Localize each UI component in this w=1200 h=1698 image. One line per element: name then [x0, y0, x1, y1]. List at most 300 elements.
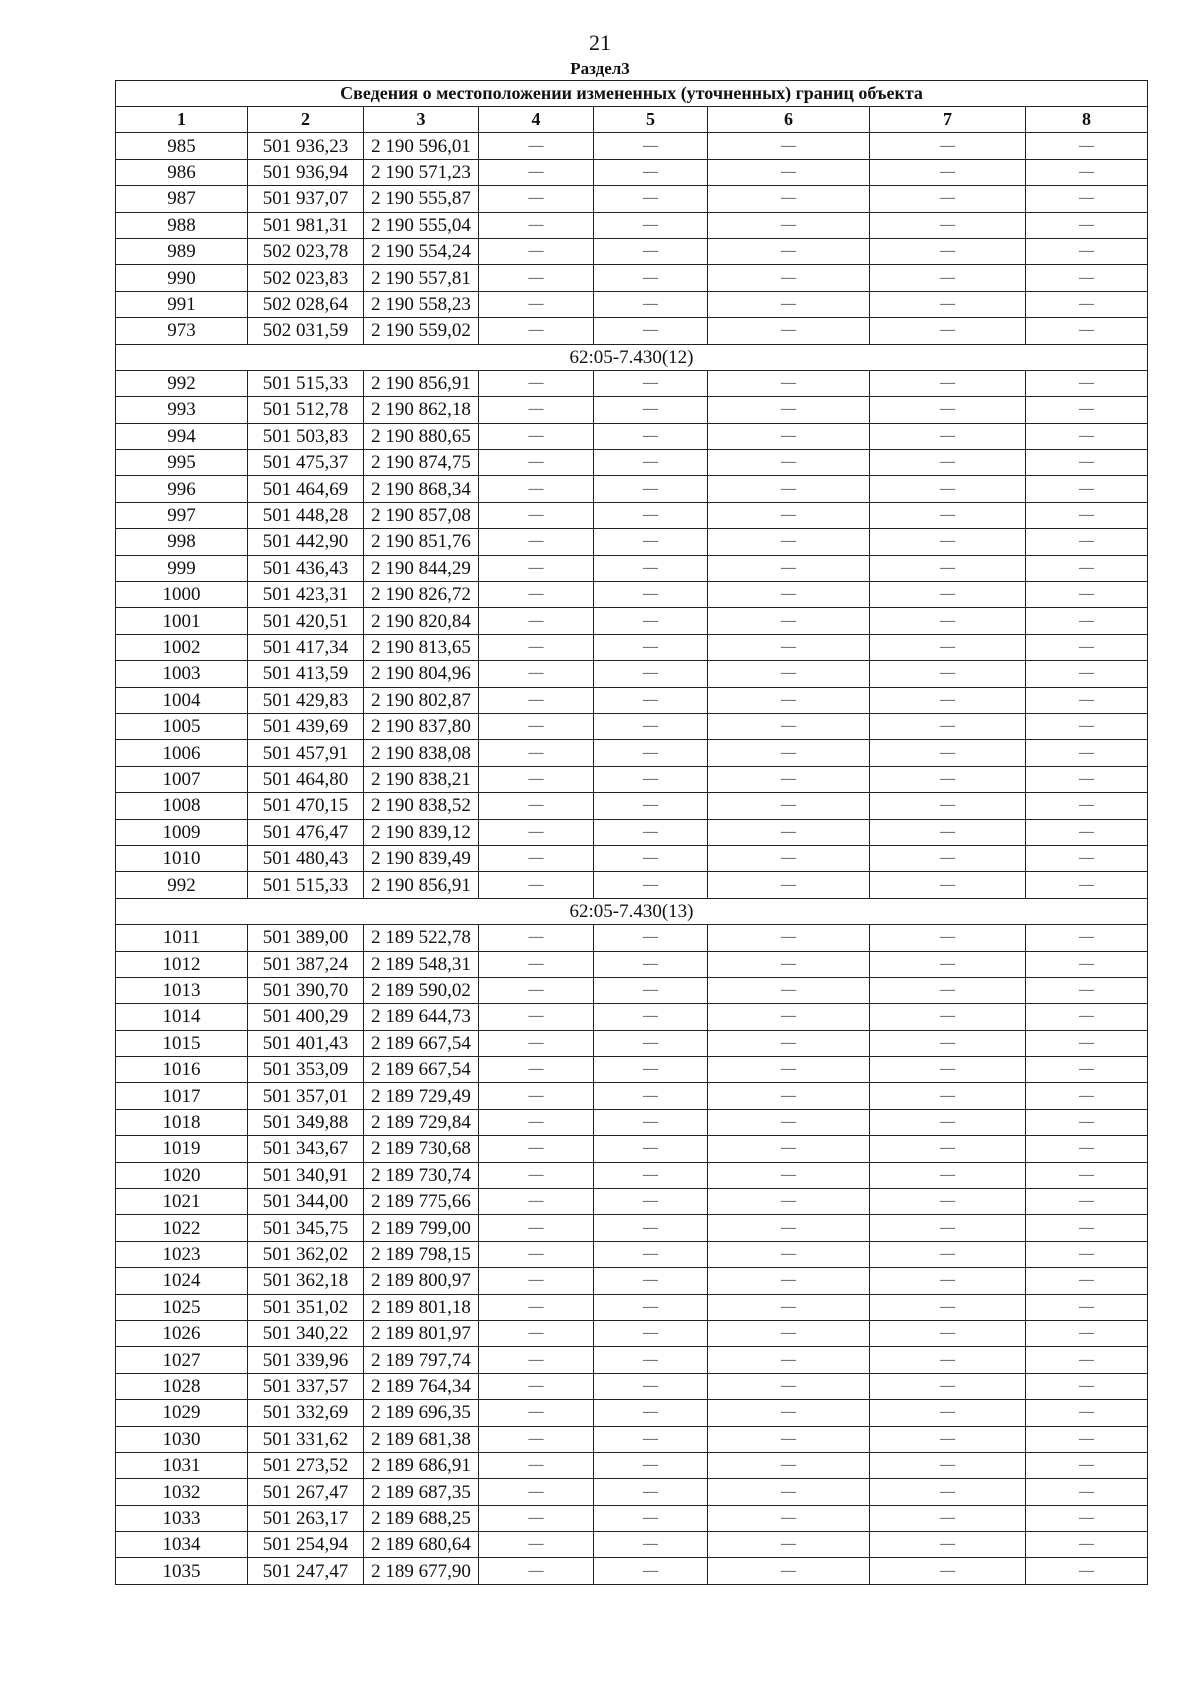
table-body	[116, 133, 1148, 1584]
empty-value-dash: —	[479, 1030, 594, 1056]
empty-value-dash: —	[708, 1189, 870, 1215]
column-header-7: 7	[870, 107, 1026, 133]
empty-value-dash: —	[870, 423, 1026, 449]
empty-value-dash: —	[708, 1241, 870, 1267]
empty-value-dash: —	[594, 1373, 708, 1399]
empty-value-dash: —	[594, 1532, 708, 1558]
empty-value-dash: —	[870, 1532, 1026, 1558]
point-number-cell: 987	[116, 186, 248, 212]
point-number-cell: 996	[116, 476, 248, 502]
empty-value-dash: —	[870, 1268, 1026, 1294]
empty-value-dash: —	[1026, 1426, 1148, 1452]
y-coordinate-cell: 2 189 644,73	[364, 1004, 479, 1030]
point-number-cell: 1021	[116, 1189, 248, 1215]
x-coordinate-cell: 501 254,94	[248, 1532, 364, 1558]
empty-value-dash: —	[479, 159, 594, 185]
empty-value-dash: —	[594, 951, 708, 977]
empty-value-dash: —	[708, 845, 870, 871]
empty-value-dash: —	[479, 370, 594, 396]
x-coordinate-cell: 501 515,33	[248, 872, 364, 898]
empty-value-dash: —	[870, 1426, 1026, 1452]
empty-value-dash: —	[479, 1215, 594, 1241]
empty-value-dash: —	[594, 977, 708, 1003]
y-coordinate-cell: 2 190 802,87	[364, 687, 479, 713]
empty-value-dash: —	[594, 1347, 708, 1373]
table-row	[116, 1162, 1148, 1188]
y-coordinate-cell: 2 189 667,54	[364, 1030, 479, 1056]
empty-value-dash: —	[594, 291, 708, 317]
x-coordinate-cell: 501 423,31	[248, 582, 364, 608]
point-number-cell: 995	[116, 450, 248, 476]
x-coordinate-cell: 501 413,59	[248, 661, 364, 687]
empty-value-dash: —	[1026, 1479, 1148, 1505]
table-row	[116, 318, 1148, 344]
empty-value-dash: —	[479, 529, 594, 555]
empty-value-dash: —	[1026, 1505, 1148, 1531]
empty-value-dash: —	[1026, 318, 1148, 344]
table-row	[116, 1109, 1148, 1135]
empty-value-dash: —	[708, 1030, 870, 1056]
table-row	[116, 1532, 1148, 1558]
empty-value-dash: —	[708, 1057, 870, 1083]
x-coordinate-cell: 501 429,83	[248, 687, 364, 713]
x-coordinate-cell: 501 340,91	[248, 1162, 364, 1188]
point-number-cell: 1014	[116, 1004, 248, 1030]
empty-value-dash: —	[594, 608, 708, 634]
empty-value-dash: —	[594, 793, 708, 819]
empty-value-dash: —	[870, 212, 1026, 238]
table-row	[116, 872, 1148, 898]
table-row	[116, 1558, 1148, 1584]
empty-value-dash: —	[479, 318, 594, 344]
empty-value-dash: —	[1026, 634, 1148, 660]
x-coordinate-cell: 501 332,69	[248, 1400, 364, 1426]
empty-value-dash: —	[479, 423, 594, 449]
empty-value-dash: —	[1026, 687, 1148, 713]
point-number-cell: 1016	[116, 1057, 248, 1083]
x-coordinate-cell: 502 023,78	[248, 238, 364, 264]
y-coordinate-cell: 2 190 826,72	[364, 582, 479, 608]
empty-value-dash: —	[1026, 370, 1148, 396]
empty-value-dash: —	[594, 1057, 708, 1083]
empty-value-dash: —	[479, 925, 594, 951]
empty-value-dash: —	[870, 318, 1026, 344]
x-coordinate-cell: 502 023,83	[248, 265, 364, 291]
y-coordinate-cell: 2 189 548,31	[364, 951, 479, 977]
empty-value-dash: —	[479, 1268, 594, 1294]
empty-value-dash: —	[1026, 159, 1148, 185]
empty-value-dash: —	[1026, 450, 1148, 476]
empty-value-dash: —	[479, 450, 594, 476]
empty-value-dash: —	[594, 1400, 708, 1426]
point-number-cell: 989	[116, 238, 248, 264]
y-coordinate-cell: 2 189 729,49	[364, 1083, 479, 1109]
empty-value-dash: —	[1026, 713, 1148, 739]
table-row	[116, 1083, 1148, 1109]
x-coordinate-cell: 501 337,57	[248, 1373, 364, 1399]
empty-value-dash: —	[1026, 397, 1148, 423]
empty-value-dash: —	[479, 238, 594, 264]
empty-value-dash: —	[708, 1373, 870, 1399]
x-coordinate-cell: 501 387,24	[248, 951, 364, 977]
y-coordinate-cell: 2 190 554,24	[364, 238, 479, 264]
empty-value-dash: —	[708, 634, 870, 660]
table-row	[116, 159, 1148, 185]
y-coordinate-cell: 2 190 804,96	[364, 661, 479, 687]
empty-value-dash: —	[870, 1320, 1026, 1346]
empty-value-dash: —	[870, 397, 1026, 423]
empty-value-dash: —	[870, 1215, 1026, 1241]
table-row	[116, 1189, 1148, 1215]
empty-value-dash: —	[479, 582, 594, 608]
x-coordinate-cell: 502 028,64	[248, 291, 364, 317]
empty-value-dash: —	[870, 529, 1026, 555]
empty-value-dash: —	[870, 582, 1026, 608]
empty-value-dash: —	[1026, 1558, 1148, 1584]
empty-value-dash: —	[870, 1373, 1026, 1399]
y-coordinate-cell: 2 190 838,21	[364, 766, 479, 792]
table-row	[116, 291, 1148, 317]
empty-value-dash: —	[594, 450, 708, 476]
x-coordinate-cell: 501 351,02	[248, 1294, 364, 1320]
table-row	[116, 925, 1148, 951]
empty-value-dash: —	[870, 977, 1026, 1003]
y-coordinate-cell: 2 189 730,74	[364, 1162, 479, 1188]
empty-value-dash: —	[708, 1347, 870, 1373]
y-coordinate-cell: 2 189 667,54	[364, 1057, 479, 1083]
empty-value-dash: —	[708, 1215, 870, 1241]
empty-value-dash: —	[594, 1004, 708, 1030]
group-label-row	[116, 898, 1148, 924]
empty-value-dash: —	[479, 1189, 594, 1215]
y-coordinate-cell: 2 190 851,76	[364, 529, 479, 555]
y-coordinate-cell: 2 190 880,65	[364, 423, 479, 449]
point-number-cell: 1004	[116, 687, 248, 713]
table-row	[116, 1215, 1148, 1241]
empty-value-dash: —	[594, 529, 708, 555]
empty-value-dash: —	[870, 713, 1026, 739]
empty-value-dash: —	[870, 1030, 1026, 1056]
point-number-cell: 1008	[116, 793, 248, 819]
y-coordinate-cell: 2 190 559,02	[364, 318, 479, 344]
x-coordinate-cell: 501 400,29	[248, 1004, 364, 1030]
y-coordinate-cell: 2 190 555,87	[364, 186, 479, 212]
empty-value-dash: —	[594, 212, 708, 238]
x-coordinate-cell: 501 267,47	[248, 1479, 364, 1505]
empty-value-dash: —	[479, 1294, 594, 1320]
y-coordinate-cell: 2 190 838,52	[364, 793, 479, 819]
empty-value-dash: —	[1026, 766, 1148, 792]
x-coordinate-cell: 501 331,62	[248, 1426, 364, 1452]
point-number-cell: 992	[116, 872, 248, 898]
empty-value-dash: —	[708, 819, 870, 845]
y-coordinate-cell: 2 190 857,08	[364, 502, 479, 528]
point-number-cell: 985	[116, 133, 248, 159]
empty-value-dash: —	[708, 661, 870, 687]
y-coordinate-cell: 2 190 555,04	[364, 212, 479, 238]
column-number-row	[116, 107, 1148, 133]
empty-value-dash: —	[479, 1532, 594, 1558]
x-coordinate-cell: 501 362,18	[248, 1268, 364, 1294]
empty-value-dash: —	[708, 1083, 870, 1109]
empty-value-dash: —	[870, 476, 1026, 502]
empty-value-dash: —	[479, 476, 594, 502]
table-row	[116, 186, 1148, 212]
empty-value-dash: —	[479, 1426, 594, 1452]
table-row	[116, 450, 1148, 476]
point-number-cell: 1015	[116, 1030, 248, 1056]
empty-value-dash: —	[870, 1004, 1026, 1030]
empty-value-dash: —	[870, 1347, 1026, 1373]
x-coordinate-cell: 501 247,47	[248, 1558, 364, 1584]
empty-value-dash: —	[708, 740, 870, 766]
empty-value-dash: —	[479, 634, 594, 660]
y-coordinate-cell: 2 189 764,34	[364, 1373, 479, 1399]
x-coordinate-cell: 501 475,37	[248, 450, 364, 476]
table-row	[116, 1136, 1148, 1162]
table-row	[116, 661, 1148, 687]
empty-value-dash: —	[1026, 793, 1148, 819]
empty-value-dash: —	[594, 1136, 708, 1162]
y-coordinate-cell: 2 190 596,01	[364, 133, 479, 159]
empty-value-dash: —	[479, 766, 594, 792]
empty-value-dash: —	[708, 1320, 870, 1346]
empty-value-dash: —	[594, 740, 708, 766]
empty-value-dash: —	[708, 608, 870, 634]
x-coordinate-cell: 501 515,33	[248, 370, 364, 396]
empty-value-dash: —	[1026, 925, 1148, 951]
point-number-cell: 1010	[116, 845, 248, 871]
empty-value-dash: —	[594, 1241, 708, 1267]
table-row	[116, 1479, 1148, 1505]
empty-value-dash: —	[479, 1452, 594, 1478]
x-coordinate-cell: 501 439,69	[248, 713, 364, 739]
empty-value-dash: —	[1026, 1400, 1148, 1426]
point-number-cell: 997	[116, 502, 248, 528]
y-coordinate-cell: 2 189 729,84	[364, 1109, 479, 1135]
y-coordinate-cell: 2 190 874,75	[364, 450, 479, 476]
empty-value-dash: —	[708, 1479, 870, 1505]
y-coordinate-cell: 2 189 677,90	[364, 1558, 479, 1584]
empty-value-dash: —	[870, 1057, 1026, 1083]
point-number-cell: 1034	[116, 1532, 248, 1558]
table-row	[116, 212, 1148, 238]
y-coordinate-cell: 2 190 571,23	[364, 159, 479, 185]
empty-value-dash: —	[708, 159, 870, 185]
empty-value-dash: —	[870, 1083, 1026, 1109]
empty-value-dash: —	[1026, 1162, 1148, 1188]
y-coordinate-cell: 2 189 688,25	[364, 1505, 479, 1531]
point-number-cell: 1031	[116, 1452, 248, 1478]
x-coordinate-cell: 501 343,67	[248, 1136, 364, 1162]
empty-value-dash: —	[479, 819, 594, 845]
empty-value-dash: —	[479, 1479, 594, 1505]
empty-value-dash: —	[708, 1400, 870, 1426]
x-coordinate-cell: 501 512,78	[248, 397, 364, 423]
point-number-cell: 988	[116, 212, 248, 238]
x-coordinate-cell: 501 362,02	[248, 1241, 364, 1267]
empty-value-dash: —	[1026, 1347, 1148, 1373]
empty-value-dash: —	[594, 1189, 708, 1215]
empty-value-dash: —	[1026, 1189, 1148, 1215]
empty-value-dash: —	[870, 1136, 1026, 1162]
y-coordinate-cell: 2 190 868,34	[364, 476, 479, 502]
y-coordinate-cell: 2 189 681,38	[364, 1426, 479, 1452]
empty-value-dash: —	[479, 291, 594, 317]
table-row	[116, 1320, 1148, 1346]
empty-value-dash: —	[479, 397, 594, 423]
empty-value-dash: —	[479, 793, 594, 819]
caption-row	[116, 81, 1148, 107]
empty-value-dash: —	[708, 370, 870, 396]
empty-value-dash: —	[594, 766, 708, 792]
empty-value-dash: —	[870, 766, 1026, 792]
empty-value-dash: —	[870, 793, 1026, 819]
x-coordinate-cell: 501 349,88	[248, 1109, 364, 1135]
table-row	[116, 766, 1148, 792]
empty-value-dash: —	[870, 265, 1026, 291]
y-coordinate-cell: 2 189 797,74	[364, 1347, 479, 1373]
empty-value-dash: —	[708, 872, 870, 898]
y-coordinate-cell: 2 189 775,66	[364, 1189, 479, 1215]
empty-value-dash: —	[1026, 951, 1148, 977]
table-row	[116, 1030, 1148, 1056]
x-coordinate-cell: 501 464,69	[248, 476, 364, 502]
empty-value-dash: —	[594, 1268, 708, 1294]
empty-value-dash: —	[1026, 740, 1148, 766]
x-coordinate-cell: 501 420,51	[248, 608, 364, 634]
table-row	[116, 529, 1148, 555]
column-header-1: 1	[116, 107, 248, 133]
empty-value-dash: —	[708, 265, 870, 291]
point-number-cell: 990	[116, 265, 248, 291]
empty-value-dash: —	[479, 1320, 594, 1346]
empty-value-dash: —	[1026, 819, 1148, 845]
empty-value-dash: —	[594, 819, 708, 845]
empty-value-dash: —	[1026, 1294, 1148, 1320]
empty-value-dash: —	[870, 661, 1026, 687]
empty-value-dash: —	[708, 1268, 870, 1294]
point-number-cell: 1020	[116, 1162, 248, 1188]
empty-value-dash: —	[708, 582, 870, 608]
empty-value-dash: —	[594, 397, 708, 423]
empty-value-dash: —	[1026, 845, 1148, 871]
x-coordinate-cell: 501 480,43	[248, 845, 364, 871]
y-coordinate-cell: 2 189 686,91	[364, 1452, 479, 1478]
empty-value-dash: —	[594, 687, 708, 713]
table-row	[116, 1373, 1148, 1399]
point-number-cell: 1018	[116, 1109, 248, 1135]
empty-value-dash: —	[708, 713, 870, 739]
empty-value-dash: —	[479, 687, 594, 713]
point-number-cell: 1030	[116, 1426, 248, 1452]
empty-value-dash: —	[708, 318, 870, 344]
empty-value-dash: —	[870, 845, 1026, 871]
table-row	[116, 634, 1148, 660]
empty-value-dash: —	[594, 423, 708, 449]
empty-value-dash: —	[1026, 1109, 1148, 1135]
x-coordinate-cell: 501 448,28	[248, 502, 364, 528]
point-number-cell: 1007	[116, 766, 248, 792]
boundary-coordinates-table	[115, 80, 1148, 1585]
empty-value-dash: —	[870, 238, 1026, 264]
point-number-cell: 1011	[116, 925, 248, 951]
table-row	[116, 1057, 1148, 1083]
y-coordinate-cell: 2 189 800,97	[364, 1268, 479, 1294]
empty-value-dash: —	[870, 450, 1026, 476]
empty-value-dash: —	[1026, 608, 1148, 634]
group-label: 62:05-7.430(12)	[116, 344, 1148, 370]
empty-value-dash: —	[870, 687, 1026, 713]
empty-value-dash: —	[479, 1373, 594, 1399]
table-row	[116, 502, 1148, 528]
empty-value-dash: —	[479, 1004, 594, 1030]
empty-value-dash: —	[594, 238, 708, 264]
empty-value-dash: —	[1026, 1452, 1148, 1478]
table-row	[116, 1505, 1148, 1531]
table-row	[116, 555, 1148, 581]
section-title: Раздел3	[570, 59, 630, 78]
column-header-6: 6	[708, 107, 870, 133]
empty-value-dash: —	[870, 1162, 1026, 1188]
empty-value-dash: —	[479, 713, 594, 739]
empty-value-dash: —	[708, 793, 870, 819]
point-number-cell: 1002	[116, 634, 248, 660]
empty-value-dash: —	[1026, 1004, 1148, 1030]
empty-value-dash: —	[1026, 502, 1148, 528]
point-number-cell: 998	[116, 529, 248, 555]
y-coordinate-cell: 2 189 696,35	[364, 1400, 479, 1426]
x-coordinate-cell: 501 436,43	[248, 555, 364, 581]
empty-value-dash: —	[479, 133, 594, 159]
empty-value-dash: —	[594, 370, 708, 396]
empty-value-dash: —	[479, 555, 594, 581]
column-header-5: 5	[594, 107, 708, 133]
empty-value-dash: —	[870, 1400, 1026, 1426]
empty-value-dash: —	[594, 845, 708, 871]
empty-value-dash: —	[594, 634, 708, 660]
point-number-cell: 1000	[116, 582, 248, 608]
empty-value-dash: —	[708, 1558, 870, 1584]
point-number-cell: 1025	[116, 1294, 248, 1320]
empty-value-dash: —	[594, 318, 708, 344]
empty-value-dash: —	[594, 1505, 708, 1531]
table-row	[116, 1004, 1148, 1030]
empty-value-dash: —	[1026, 661, 1148, 687]
empty-value-dash: —	[1026, 529, 1148, 555]
empty-value-dash: —	[870, 159, 1026, 185]
y-coordinate-cell: 2 189 522,78	[364, 925, 479, 951]
empty-value-dash: —	[708, 238, 870, 264]
empty-value-dash: —	[594, 1215, 708, 1241]
empty-value-dash: —	[1026, 212, 1148, 238]
table-row	[116, 845, 1148, 871]
empty-value-dash: —	[1026, 1268, 1148, 1294]
empty-value-dash: —	[708, 1162, 870, 1188]
table-row	[116, 977, 1148, 1003]
empty-value-dash: —	[1026, 1241, 1148, 1267]
table-row	[116, 819, 1148, 845]
group-label: 62:05-7.430(13)	[116, 898, 1148, 924]
empty-value-dash: —	[708, 450, 870, 476]
empty-value-dash: —	[479, 977, 594, 1003]
empty-value-dash: —	[594, 872, 708, 898]
empty-value-dash: —	[479, 608, 594, 634]
point-number-cell: 993	[116, 397, 248, 423]
empty-value-dash: —	[870, 951, 1026, 977]
x-coordinate-cell: 501 936,23	[248, 133, 364, 159]
empty-value-dash: —	[870, 1479, 1026, 1505]
